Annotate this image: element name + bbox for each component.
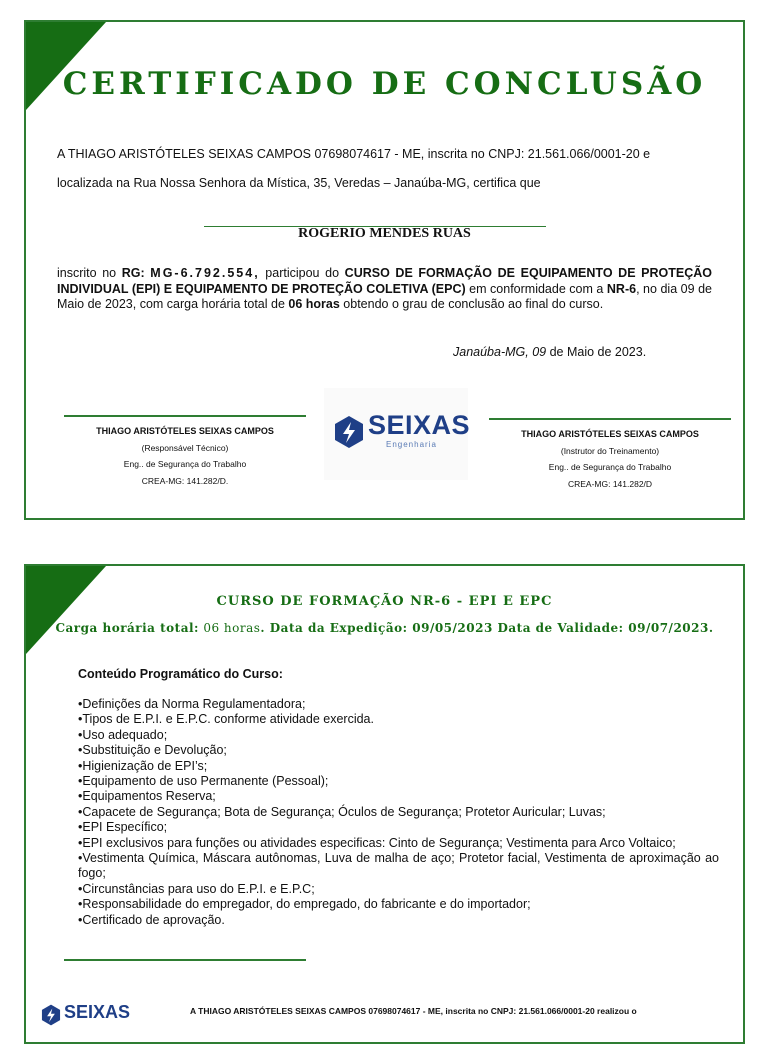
list-item: •Equipamentos Reserva;	[78, 789, 216, 804]
list-item: •Equipamento de uso Permanente (Pessoal);	[78, 774, 329, 789]
list-item: •Tipos de E.P.I. e E.P.C. conforme atividade exercida.	[78, 712, 374, 727]
place-date: Janaúba-MG, 09 de Maio de 2023.	[453, 345, 647, 359]
seixas-logo-small: SEIXAS	[36, 994, 136, 1034]
list-item: •Certificado de aprovação.	[78, 912, 225, 927]
seixas-logo: SEIXAS Engenharia	[324, 388, 468, 480]
certificate-title: CERTIFICADO DE CONCLUSÃO	[62, 66, 707, 102]
corner-decoration	[26, 566, 106, 654]
certificate-page	[24, 20, 745, 520]
lightning-hexagon-icon	[40, 1004, 62, 1026]
footer-text: A THIAGO ARISTÓTELES SEIXAS CAMPOS 07698074617 - ME, inscrita no CNPJ: 21.561.066/0001-20 realizou o	[190, 1006, 637, 1016]
course-heading: CURSO DE FORMAÇÃO NR-6 - EPI E EPC	[216, 594, 553, 609]
signature-line	[489, 418, 731, 420]
certificate-back-page	[24, 564, 745, 1044]
list-item: •Uso adequado;	[78, 727, 168, 742]
list-item: •Substituição e Devolução;	[78, 743, 227, 758]
course-details: Carga horária total: 06 horas. Data da Expedição: 09/05/2023 Data de Validade: 09/07/2023.	[55, 621, 714, 635]
signature-right: THIAGO ARISTÓTELES SEIXAS CAMPOS (Instrutor do Treinamento) Eng.. de Segurança do Trabalho CREA-MG: 141.282/D	[489, 418, 731, 492]
certificate-body: inscrito no RG: MG-6.792.554, participou do CURSO DE FORMAÇÃO DE EQUIPAMENTO DE PROTEÇÃO INDIVIDUAL (EPI) E EQUIPAMENTO DE PROTEÇÃO COLETIVA (EPC) em conformidade com a NR-6, no dia 09 de Maio de 2023, com carga horária total de 06 horas obtendo o grau de conclusão ao final do curso.	[57, 266, 712, 311]
recipient-name: ROGERIO MENDES RUAS	[298, 226, 471, 241]
list-item: •Definições da Norma Regulamentadora;	[78, 697, 306, 711]
signature-line	[64, 415, 306, 417]
list-item: •Vestimenta Química, Máscara autônomas, Luva de malha de aço; Protetor facial, Vestimenta de aproximação ao fogo;	[78, 851, 719, 881]
lightning-hexagon-icon	[332, 415, 366, 449]
list-item: •Circunstâncias para uso do E.P.I. e E.P.C;	[78, 881, 315, 896]
list-item: •EPI Específico;	[78, 820, 168, 835]
list-item: •Responsabilidade do empregador, do empregado, do fabricante e do importador;	[78, 897, 531, 912]
signature-left: THIAGO ARISTÓTELES SEIXAS CAMPOS (Responsável Técnico) Eng.. de Segurança do Trabalho CREA-MG: 141.282/D.	[64, 415, 306, 489]
intro-paragraph: A THIAGO ARISTÓTELES SEIXAS CAMPOS 07698074617 - ME, inscrita no CNPJ: 21.561.066/0001-20 e localizada na Rua Nossa Senhora da Mística, 35, Veredas – Janaúba-MG, certifica que	[57, 147, 651, 190]
signature-line	[64, 959, 306, 961]
content-title: Conteúdo Programático do Curso:	[78, 667, 283, 681]
content-list	[78, 697, 719, 928]
list-item: •Higienização de EPI’s;	[78, 758, 208, 773]
list-item: •Capacete de Segurança; Bota de Segurança; Óculos de Segurança; Protetor Auricular; Luvas;	[78, 804, 606, 819]
list-item: •EPI exclusivos para funções ou atividades especificas: Cinto de Segurança; Vestimenta para Arco Voltaico;	[78, 835, 676, 850]
course-name: CURSO DE FORMAÇÃO DE EQUIPAMENTO DE PROTEÇÃO INDIVIDUAL (EPI) E EQUIPAMENTO DE PROTEÇÃO COLETIVA (EPC)	[57, 266, 712, 296]
